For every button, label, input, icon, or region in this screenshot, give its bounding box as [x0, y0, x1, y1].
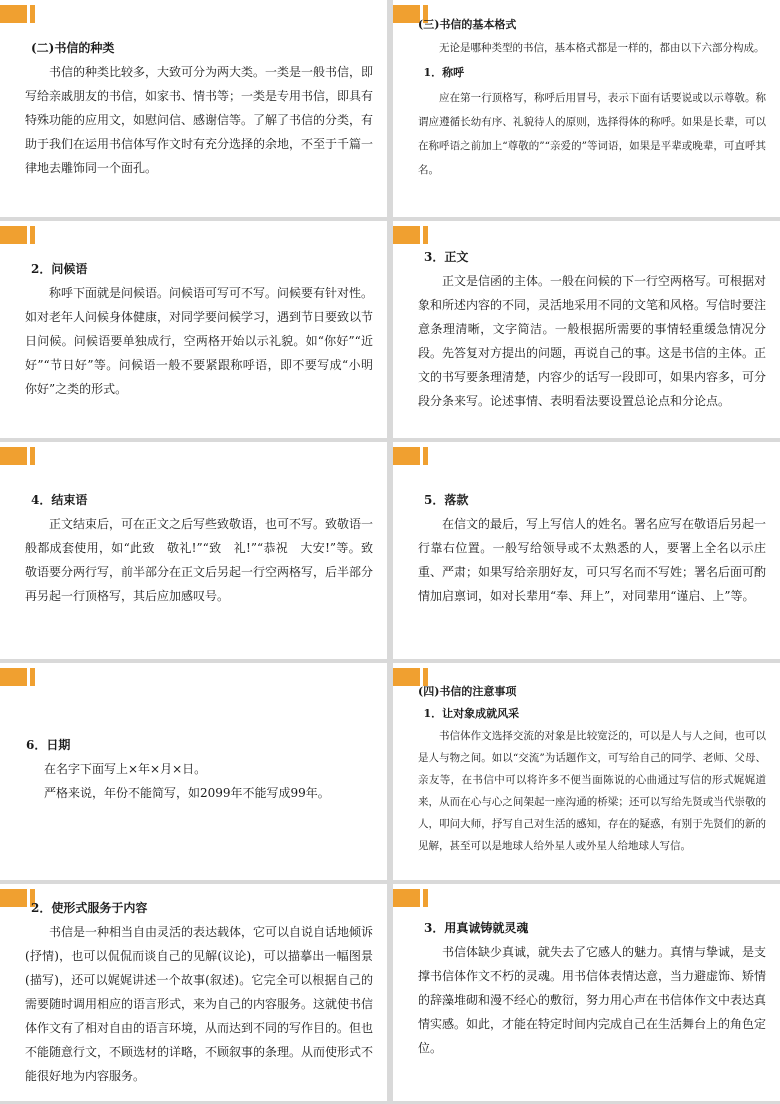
section-heading: (四)书信的注意事项	[418, 685, 517, 698]
accent-marker	[0, 447, 40, 465]
paragraph: 在信文的最后，写上写信人的姓名。署名应写在敬语后另起一行靠右位置。一般写给领导或不太熟悉的人，要署上全名以示庄重、严肃；如果写给亲朋好友，可只写名而不写姓；署名后面可酌情加启禀词，如对长辈用“奉、拜上”，对同辈用“谨启、上”等。	[418, 517, 767, 603]
paragraph: 正文结束后，可在正文之后写些致敬语，也可不写。致敬语一般都成套使用，如“此致 敬礼!”“致 礼!”“恭祝 大安!”等。致敬语要分两行写，前半部分在正文后另起一行空两格写，后半部分再另起一行顶格写，其后应加感叹号。	[25, 517, 374, 603]
slide-content	[418, 916, 766, 1060]
paragraph: 称呼下面就是问候语。问候语可写可不写。问候要有针对性。如对老年人问候身体健康，对同学要问候学习，遇到节日要致以节日问候。问候语要单独成行，空两格开始以示礼貌。如“你好”“近好”“节日好”等。问候语一般不要紧跟称呼语，即不要写成“小明你好”之类的形式。	[25, 286, 374, 396]
paragraph: 书信体作文选择交流的对象是比较宽泛的，可以是人与人之间，也可以是人与物之间。如以“交流”为话题作文，可写给自己的同学、老师、父母、亲友等，在书信中可以将许多不便当面陈说的心曲通过写信的形式娓娓道来，从而在心与心之间架起一座沟通的桥梁；还可以写给先贤或当代崇敬的人，叩问大师，抒写自己对生活的感知，存在的疑惑，有别于先贤们的新的见解，甚至可以是地球人给外星人或外星人给地球人写信。	[418, 730, 766, 852]
section-heading: 3．正文	[424, 250, 469, 264]
slide-content	[25, 257, 373, 401]
slide-content	[418, 14, 766, 182]
slide-content	[25, 488, 373, 608]
slide-7	[0, 663, 387, 880]
slide-9	[0, 884, 387, 1101]
section-heading: 3．用真诚铸就灵魂	[424, 921, 529, 935]
sub-heading: 1．让对象成就风采	[423, 707, 520, 720]
paragraph: 书信体缺少真诚，就失去了它感人的魅力。真情与挚诚，是支撑书信体作文不朽的灵魂。用书信体表情达意，当力避虚饰、矫情的辞藻堆砌和漫不经心的敷衍，努力用心声在书信体作文中表达真情实感。如此，才能在特定时间内完成自己在生活舞台上的角色定位。	[418, 945, 767, 1055]
slide-content	[25, 36, 373, 180]
accent-marker	[0, 668, 40, 686]
accent-marker	[393, 226, 433, 244]
accent-marker	[393, 447, 433, 465]
paragraph: 书信的种类比较多，大致可分为两大类。一类是一般书信，即写给亲戚朋友的书信，如家书、情书等；一类是专用书信，即具有特殊功能的应用文，如慰问信、感谢信等。了解了书信的分类，有助于我们在运用书信体写作文时有充分选择的余地，不至于千篇一律地去雕饰同一个面孔。	[25, 65, 374, 175]
section-heading: 2．使形式服务于内容	[31, 901, 148, 915]
section-heading: (二)书信的种类	[31, 41, 115, 55]
paragraph: 书信是一种相当自由灵活的表达载体，它可以自说自话地倾诉(抒情)，也可以侃侃而谈自己的见解(议论)，可以描摹出一幅图景(描写)，还可以娓娓讲述一个故事(叙述)。它完全可以根据自己的需要随时调用相应的语言形式，来为自己的内容服务。这就使书信体作文有了相对自由的语言环境，从而达到不同的写作目的。但也不能随意行文，不顾选材的详略，不顾叙事的条理。从而使形式不能很好地为内容服务。	[25, 925, 374, 1083]
section-heading: 5．落款	[424, 493, 469, 507]
slide-content	[418, 245, 766, 413]
paragraph: 应在第一行顶格写，称呼后用冒号，表示下面有话要说或以示尊敬。称谓应遵循长幼有序、礼貌待人的原则，选择得体的称呼。如果是长辈，可以在称呼语之前加上“尊敬的”“亲爱的”等词语，如果是平辈或晚辈，可直呼其名。	[418, 92, 766, 176]
section-heading: 6．日期	[26, 738, 71, 752]
slide-3	[0, 221, 387, 438]
slide-6	[393, 442, 780, 659]
slide-10	[393, 884, 780, 1101]
accent-marker	[0, 5, 40, 23]
slide-2	[393, 0, 780, 217]
slide-content	[20, 733, 373, 805]
section-heading: (三)书信的基本格式	[418, 18, 517, 31]
slide-4	[393, 221, 780, 438]
section-heading: 2．问候语	[31, 262, 88, 276]
paragraph: 无论是哪种类型的书信，基本格式都是一样的，都由以下六部分构成。	[439, 42, 765, 54]
paragraph: 严格来说，年份不能简写，如2099年不能写成99年。	[44, 786, 330, 800]
slide-content	[25, 896, 373, 1088]
slide-5	[0, 442, 387, 659]
accent-marker	[0, 226, 40, 244]
slide-8	[393, 663, 780, 880]
slide-content	[418, 681, 766, 857]
sub-heading: 1．称呼	[423, 66, 465, 79]
paragraph: 在名字下面写上×年×月×日。	[44, 762, 207, 776]
slide-content	[418, 488, 766, 608]
section-heading: 4．结束语	[31, 493, 88, 507]
paragraph: 正文是信函的主体。一般在问候的下一行空两格写。可根据对象和所述内容的不同，灵活地采用不同的文笔和风格。写信时要注意条理清晰，文字简洁。一般根据所需要的事情轻重缓急情况分段。先答复对方提出的问题，再说自己的事。这是书信的主体。正文的书写要条理清楚，内容少的话写一段即可，如果内容多，可分段分条来写。论述事情、表明看法要设置总论点和分论点。	[418, 274, 767, 408]
slide-1	[0, 0, 387, 217]
accent-marker	[393, 889, 433, 907]
